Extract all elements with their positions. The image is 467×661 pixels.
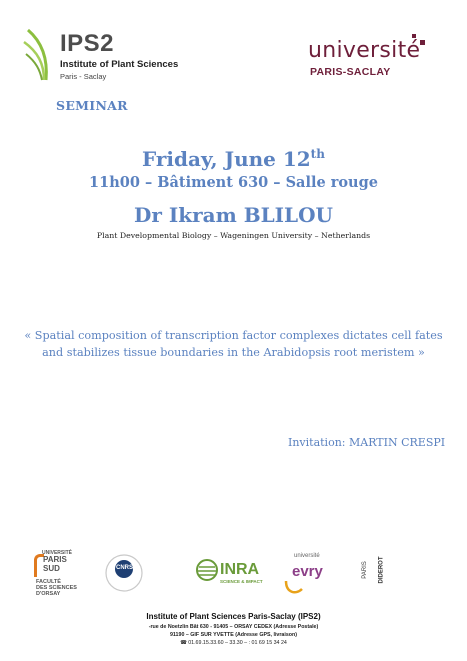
ips2-subtitle: Institute of Plant Sciences: [60, 59, 179, 70]
paris-sud-line1: UNIVERSITÉ: [42, 550, 73, 556]
inra-tagline: SCIENCE & IMPACT: [220, 579, 263, 584]
footer-phone: ☎ 01.69.15.33.60 – 33.30 – : 01 69 15 34 24: [180, 640, 287, 646]
talk-title-line-2: and stabilizes tissue boundaries in the Arabidopsis root meristem »: [42, 346, 425, 359]
event-date: [0, 147, 467, 171]
diderot-line2: DIDEROT: [378, 556, 385, 584]
ips2-logo: [22, 28, 179, 88]
event-time-location: 11h00 – Bâtiment 630 – Salle rouge: [89, 174, 378, 191]
section-label: SEMINAR: [56, 98, 128, 113]
university-name: université: [308, 38, 421, 63]
event-date-text: Friday, June 12: [142, 147, 311, 171]
paris-sud-line2: PARIS: [43, 555, 67, 564]
inra-name: INRA: [220, 561, 260, 578]
inra-mark-icon: [196, 559, 218, 581]
diderot-logo: [362, 545, 386, 607]
leaf-icon: [22, 28, 62, 86]
paris-sud-line3: SUD: [43, 564, 60, 573]
evry-logo: [284, 545, 348, 607]
footer-address-gps: 91190 – GIF SUR YVETTE (Adresse GPS, livraison): [169, 632, 298, 638]
university-logo: [308, 38, 428, 82]
diderot-line1: PARIS: [361, 561, 368, 579]
talk-title-line-1: « Spatial composition of transcription factor complexes dictates cell fates: [24, 329, 443, 342]
evry-university-label: université: [294, 553, 320, 559]
cnrs-logo: [102, 545, 146, 607]
evry-swoosh-icon: [284, 579, 304, 597]
paris-sud-line5: DES SCIENCES: [36, 585, 77, 591]
university-subtitle: PARIS-SACLAY: [310, 66, 391, 78]
cnrs-name: CNRS: [116, 565, 134, 571]
inra-logo: [196, 545, 266, 607]
paris-sud-line4: FACULTÉ: [36, 579, 61, 585]
paris-sud-line6: D'ORSAY: [36, 591, 61, 597]
logo-dot-icon: [420, 40, 425, 45]
logo-dot-icon: [412, 34, 416, 38]
invitation: Invitation: MARTIN CRESPI: [288, 436, 446, 449]
speaker-affiliation: Plant Developmental Biology – Wageningen University – Netherlands: [96, 231, 371, 240]
event-date-suffix: th: [310, 147, 325, 161]
ips2-name: IPS2: [60, 30, 115, 57]
paris-sud-logo: [34, 545, 80, 607]
cnrs-globe-icon: [102, 551, 146, 595]
speaker-name: Dr Ikram BLILOU: [134, 203, 333, 227]
footer-title: Institute of Plant Sciences Paris-Saclay (IPS2): [146, 612, 321, 621]
footer-address-postal: -rue de Noetzlin Bât 630 - 91405 – ORSAY CEDEX (Adresse Postale): [148, 624, 319, 630]
evry-name: evry: [292, 563, 323, 580]
ips2-location: Paris - Saclay: [60, 72, 107, 81]
